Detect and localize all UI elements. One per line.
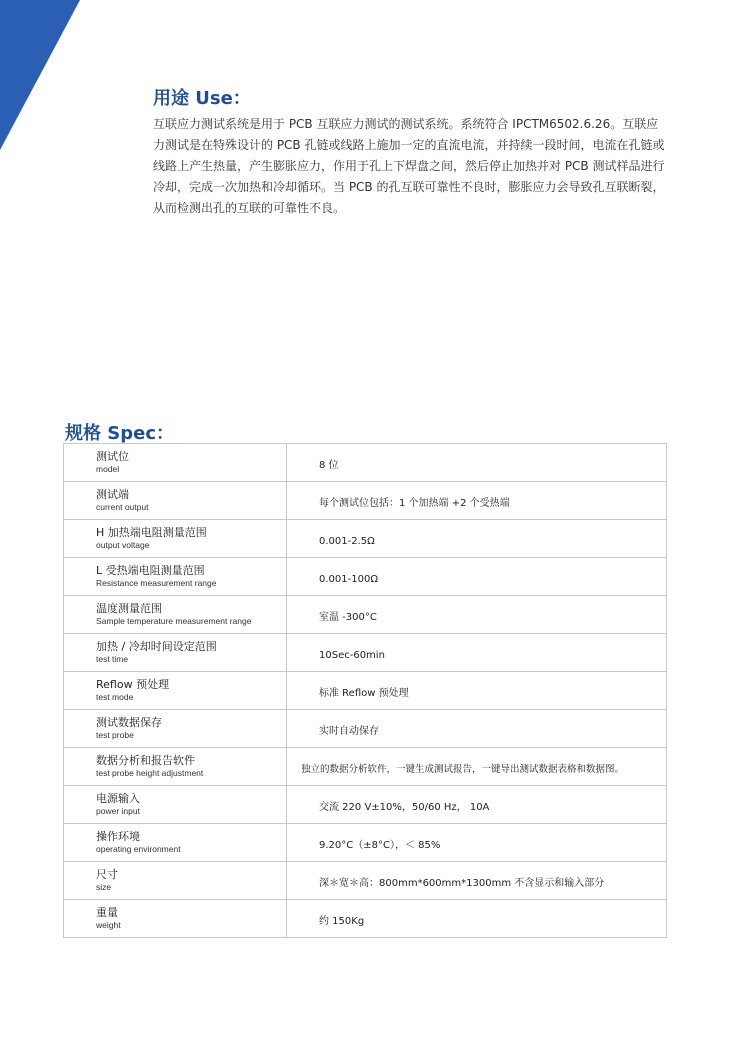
spec-label-cn: 尺寸	[96, 868, 118, 881]
spec-value	[287, 634, 667, 672]
spec-value	[287, 710, 667, 748]
spec-label	[64, 444, 287, 482]
spec-label-en: Sample temperature measurement range	[96, 616, 252, 626]
spec-label-cn: 操作环境	[96, 830, 140, 843]
spec-label-en: operating environment	[96, 844, 181, 854]
spec-label	[64, 748, 287, 786]
spec-label-cn: 温度测量范围	[96, 602, 162, 615]
spec-value	[287, 558, 667, 596]
spec-label	[64, 520, 287, 558]
spec-label	[64, 824, 287, 862]
spec-value-text: 交流 220 V±10%，50/60 Hz， 10A	[319, 802, 490, 813]
spec-value	[287, 520, 667, 558]
spec-value-text: 8 位	[319, 460, 339, 471]
spec-label	[64, 634, 287, 672]
spec-label-en: model	[96, 464, 120, 474]
spec-label-cn: L 受热端电阻测量范围	[96, 564, 205, 577]
spec-value-text: 室温 -300°C	[319, 612, 377, 623]
spec-label-en: size	[96, 882, 112, 892]
spec-label	[64, 862, 287, 900]
spec-row-weight	[64, 900, 667, 938]
spec-label-en: test probe height adjustment	[96, 768, 204, 778]
corner-decoration	[0, 0, 80, 150]
spec-value-text: 深＊宽＊高：800mm*600mm*1300mm 不含显示和输入部分	[319, 878, 605, 889]
spec-label	[64, 558, 287, 596]
spec-label	[64, 900, 287, 938]
spec-label-en: test time	[96, 654, 129, 664]
spec-label-cn: Reflow 预处理	[96, 678, 170, 691]
spec-label-en: power input	[96, 806, 140, 816]
usage-title: 用途 Use：	[153, 88, 251, 109]
spec-label	[64, 482, 287, 520]
spec-value	[287, 862, 667, 900]
spec-value-text: 9.20°C（±8°C），＜ 85%	[319, 840, 441, 851]
spec-row-model	[64, 444, 667, 482]
spec-label-en: current output	[96, 502, 149, 512]
spec-value	[287, 596, 667, 634]
spec-label-cn: 重量	[96, 906, 118, 919]
spec-row-power-input	[64, 786, 667, 824]
spec-row-output-voltage	[64, 520, 667, 558]
spec-label-en: Resistance measurement range	[96, 578, 217, 588]
spec-row-test-probe	[64, 710, 667, 748]
spec-row-test-time	[64, 634, 667, 672]
spec-value	[287, 482, 667, 520]
spec-label-cn: 测试端	[96, 488, 129, 501]
spec-label-cn: 测试数据保存	[96, 716, 162, 729]
spec-label	[64, 672, 287, 710]
spec-value-text: 实时自动保存	[319, 726, 379, 737]
spec-label-en: weight	[96, 920, 121, 930]
spec-label	[64, 710, 287, 748]
spec-label-cn: 测试位	[96, 450, 129, 463]
spec-row-size	[64, 862, 667, 900]
spec-value-text: 独立的数据分析软件，一键生成测试报告，一键导出测试数据表格和数据图。	[301, 764, 625, 775]
spec-value-text: 标准 Reflow 预处理	[319, 688, 409, 699]
spec-label	[64, 786, 287, 824]
spec-row-temperature-range	[64, 596, 667, 634]
spec-value-text: 每个测试位包括：1 个加热端 +2 个受热端	[319, 498, 510, 509]
spec-value-text: 0.001-2.5Ω	[319, 536, 375, 547]
spec-row-resistance-range	[64, 558, 667, 596]
spec-value	[287, 786, 667, 824]
spec-label-cn: 电源输入	[96, 792, 140, 805]
spec-value	[287, 444, 667, 482]
spec-label-cn: 加热 / 冷却时间设定范围	[96, 640, 217, 653]
spec-value	[287, 748, 667, 786]
spec-table	[63, 443, 667, 938]
spec-value-text: 约 150Kg	[319, 916, 365, 927]
spec-row-current-output	[64, 482, 667, 520]
spec-value-text: 10Sec-60min	[319, 650, 385, 661]
spec-value	[287, 900, 667, 938]
spec-label-cn: 数据分析和报告软件	[96, 754, 195, 767]
spec-value-text: 0.001-100Ω	[319, 574, 378, 585]
spec-label	[64, 596, 287, 634]
spec-row-test-mode	[64, 672, 667, 710]
spec-label-en: output voltage	[96, 540, 150, 550]
usage-body: 互联应力测试系统是用于 PCB 互联应力测试的测试系统。系统符合 IPCTM6502.6.26。互联应力测试是在特殊设计的 PCB 孔链或线路上施加一定的直流电流，并持续一段时间，电流在孔链或线路上产生热量，产生膨胀应力，作用于孔上下焊盘之间，然后停止加热并对 PCB 测试样品进行冷却，完成一次加热和冷却循环。当 PCB 的孔互联可靠性不良时，膨胀应力会导致孔互联断裂，从而检测出孔的互联的可靠性不良。	[153, 117, 665, 215]
spec-row-operating-environment	[64, 824, 667, 862]
spec-label-cn: H 加热端电阻测量范围	[96, 526, 207, 539]
spec-title: 规格 Spec：	[65, 423, 174, 444]
spec-row-analysis-software	[64, 748, 667, 786]
spec-label-en: test probe	[96, 730, 134, 740]
spec-label-en: test mode	[96, 692, 134, 702]
spec-value	[287, 824, 667, 862]
spec-value	[287, 672, 667, 710]
